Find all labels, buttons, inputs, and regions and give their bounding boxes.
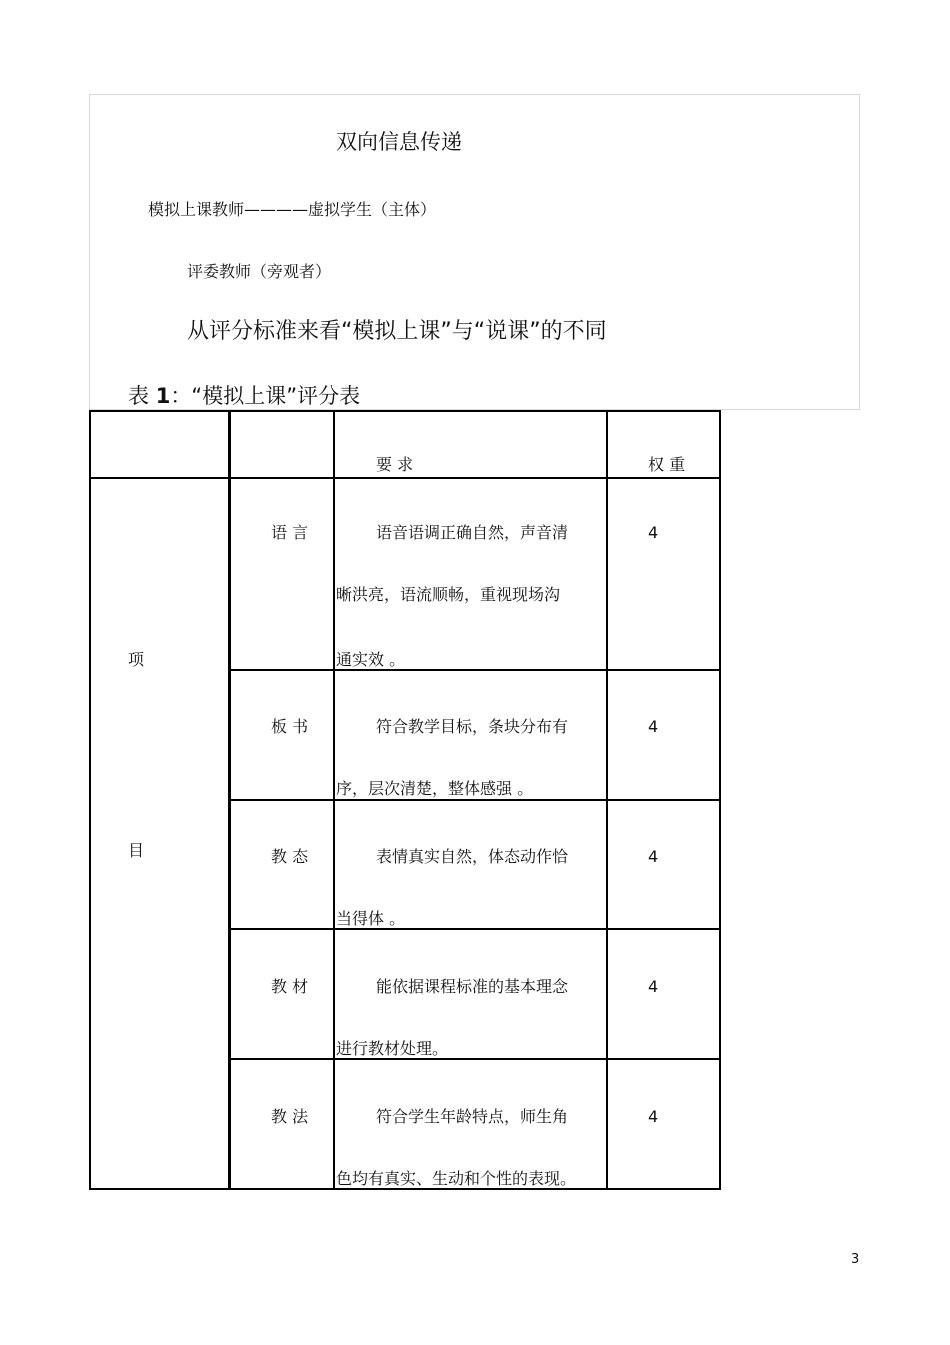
line-judges: 评委教师（旁观者） [187,262,332,281]
row-weight-language: 4 [648,523,659,542]
row-item-method: 教 法 [271,1107,309,1126]
table-border-row2 [230,799,721,801]
row-weight-method: 4 [648,1107,659,1126]
row-req-method-2: 色均有真实、生动和个性的表现。 [336,1169,577,1188]
row-item-materials: 教 材 [271,977,309,996]
group-label-xiang: 项 [128,650,145,669]
heading-comparison: 从评分标准来看“模拟上课”与“说课”的不同 [187,319,607,344]
table-border-row1 [230,669,721,671]
table-border-row4 [230,1058,721,1060]
header-weight: 权 重 [648,455,686,474]
line-teacher-student: 模拟上课教师————虚拟学生（主体） [148,200,437,219]
row-req-blackboard-1: 符合教学目标，条块分布有 [376,717,569,736]
page-number: 3 [851,1252,860,1267]
caption-prefix: 表 [128,384,149,408]
heading-two-way-communication: 双向信息传递 [336,130,462,154]
table-border-left [89,410,91,1190]
row-req-method-1: 符合学生年龄特点，师生角 [376,1107,569,1126]
row-req-language-3: 通实效 。 [336,650,406,669]
row-item-demeanor: 教 态 [271,847,309,866]
row-req-demeanor-1: 表情真实自然，体态动作恰 [376,847,569,866]
table-caption [128,380,360,410]
row-req-blackboard-2: 序，层次清楚，整体感强 。 [336,779,534,798]
table-border-top [89,410,721,412]
row-weight-demeanor: 4 [648,847,659,866]
caption-number: 1 [155,384,171,408]
group-label-mu: 目 [128,841,145,860]
table-border-row3 [230,928,721,930]
row-weight-materials: 4 [648,977,659,996]
caption-suffix: ：“模拟上课”评分表 [170,384,361,408]
row-weight-blackboard: 4 [648,717,659,736]
row-req-language-2: 晰洪亮，语流顺畅，重视现场沟 [336,585,561,604]
row-req-materials-1: 能依据课程标准的基本理念 [376,977,569,996]
row-item-language: 语 言 [271,523,309,542]
row-req-materials-2: 进行教材处理。 [336,1039,449,1058]
text-frame [89,94,860,410]
header-requirement: 要 求 [376,455,414,474]
row-req-demeanor-2: 当得体 。 [336,909,406,928]
row-req-language-1: 语音语调正确自然，声音清 [376,523,569,542]
row-item-blackboard: 板 书 [271,717,309,736]
table-border-header [89,477,721,479]
